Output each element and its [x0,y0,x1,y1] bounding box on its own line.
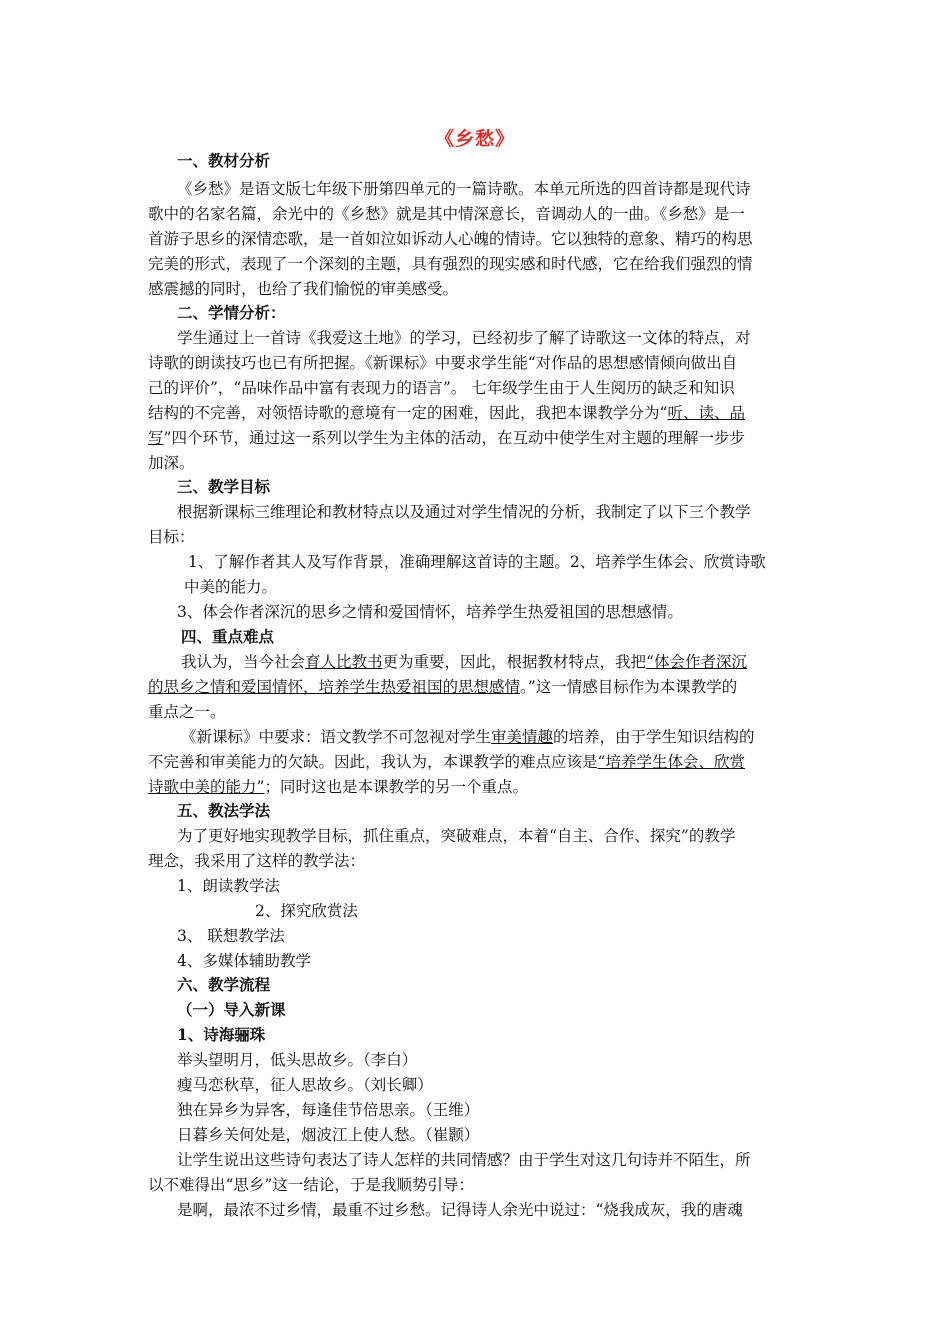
text-run: 不完善和审美能力的欠缺。因此，我认为，本课教学的难点应该是 [148,753,598,771]
paragraph-line: 《乡愁》是语文版七年级下册第四单元的一篇诗歌。本单元所选的四首诗都是现代诗 [177,180,751,198]
paragraph-line: 根据新课标三维理论和教材特点以及通过对学生情况的分析，我制定了以下三个教学 [177,503,751,521]
paragraph-line: 加深。 [148,454,195,472]
paragraph-line: 歌中的名家名篇，余光中的《乡愁》就是其中情深意长，音调动人的一曲。《乡愁》是一 [148,205,745,223]
text-run: 。”这一情感目标作为本课教学的 [520,678,738,696]
paragraph-line: 让学生说出这些诗句表达了诗人怎样的共同情感？由于学生对这几句诗并不陌生，所 [177,1151,751,1169]
text-run: 结构的不完善，对领悟诗歌的意境有一定的困难，因此，我把本课教学分为“ [148,404,668,422]
document-title: 《乡愁》 [434,128,515,150]
list-item: 3、 联想教学法 [177,927,285,945]
text-run: 我认为，当今社会 [181,653,306,671]
subsection-heading: 1、诗海骊珠 [177,1025,266,1044]
verse-line: 独在异乡为异客，每逢佳节倍思亲。（王维） [177,1101,480,1119]
text-run: 《新课标》中要求：语文教学不可忽视对学生 [181,728,492,746]
paragraph-line [181,651,747,673]
paragraph-line: 首游子思乡的深情恋歌，是一首如泣如诉动人心魄的情诗。它以独特的意象、精巧的构思 [148,230,753,248]
paragraph-line [148,676,737,698]
section-heading-2: 二、学情分析： [177,303,286,322]
paragraph-line: 是啊，最浓不过乡情，最重不过乡愁。记得诗人余光中说过：“烧我成灰，我的唐魂 [177,1201,743,1219]
list-item: 4、多媒体辅助教学 [177,952,311,970]
paragraph-line: 理念，我采用了这样的教学法： [148,852,366,870]
section-heading-3: 三、教学目标 [177,477,271,496]
text-run: ；同时这也是本课教学的另一个重点。 [264,778,528,796]
paragraph-line [148,427,745,449]
underlined-phrase: 审美情趣 [491,728,554,746]
paragraph-line: 为了更好地实现教学目标，抓住重点，突破难点，本着“自主、合作、探究”的教学 [177,827,736,845]
section-heading-6: 六、教学流程 [177,975,271,994]
verse-line: 瘦马恋秋草，征人思故乡。（刘长卿） [177,1076,433,1094]
underlined-phrase: “培养学生体会、欣赏 [597,753,745,771]
paragraph-line: 目标： [148,528,195,546]
list-item: 2、探究欣赏法 [255,902,358,920]
paragraph-line [181,726,755,748]
underlined-phrase: 写 [148,429,164,447]
paragraph-line [148,751,745,773]
paragraph-line: 学生通过上一首诗《我爱这土地》的学习，已经初步了解了诗歌这一文体的特点，对 [177,329,751,347]
paragraph-line: 1、了解作者其人及写作背景，准确理解这首诗的主题。2、培养学生体会、欣赏诗歌 [188,553,766,571]
underlined-phrase: 的思乡之情和爱国情怀，培养学生热爱祖国的思想感情 [148,678,521,696]
paragraph-line: 感震撼的同时，也给了我们愉悦的审美感受。 [148,280,459,298]
underlined-phrase: “体会作者深沉 [646,653,747,671]
paragraph-line: 完美的形式，表现了一个深刻的主题，具有强烈的现实感和时代感，它在给我们强烈的情 [148,255,753,273]
paragraph-line: 3、体会作者深沉的思乡之情和爱国情怀，培养学生热爱祖国的思想感情。 [177,603,683,621]
verse-line: 日暮乡关何处是，烟波江上使人愁。（崔颢） [177,1126,480,1144]
list-item: 1、朗读教学法 [177,877,280,895]
paragraph-line [148,402,745,424]
section-heading-4: 四、重点难点 [181,627,275,646]
paragraph-line: 诗歌的朗读技巧也已有所把握。《新课标》中要求学生能“对作品的思想感情倾向做出自 [148,354,738,372]
paragraph-line [148,776,528,798]
underlined-phrase: 育人比教书 [305,653,383,671]
section-heading-1: 一、教材分析 [177,151,271,170]
paragraph-line: 己的评价”，“品味作品中富有表现力的语言”。 七年级学生由于人生阅历的缺乏和知识 [148,379,735,397]
text-run: 的培养，由于学生知识结构的 [553,728,755,746]
paragraph-line: 重点之一。 [148,703,226,721]
text-run: ”四个环节，通过这一系列以学生为主体的活动，在互动中使学生对主题的理解一步步 [163,429,745,447]
underlined-phrase: 诗歌中美的能力” [148,778,265,796]
text-run: 更为重要，因此，根据教材特点，我把 [382,653,647,671]
subsection-heading: （一）导入新课 [177,1000,286,1019]
paragraph-line: 以不难得出“思乡”这一结论，于是我顺势引导： [148,1176,474,1194]
paragraph-line: 中美的能力。 [184,578,278,596]
underlined-phrase: 听、读、品 [667,404,745,422]
verse-line: 举头望明月，低头思故乡。（李白） [177,1051,418,1069]
section-heading-5: 五、教法学法 [177,801,271,820]
